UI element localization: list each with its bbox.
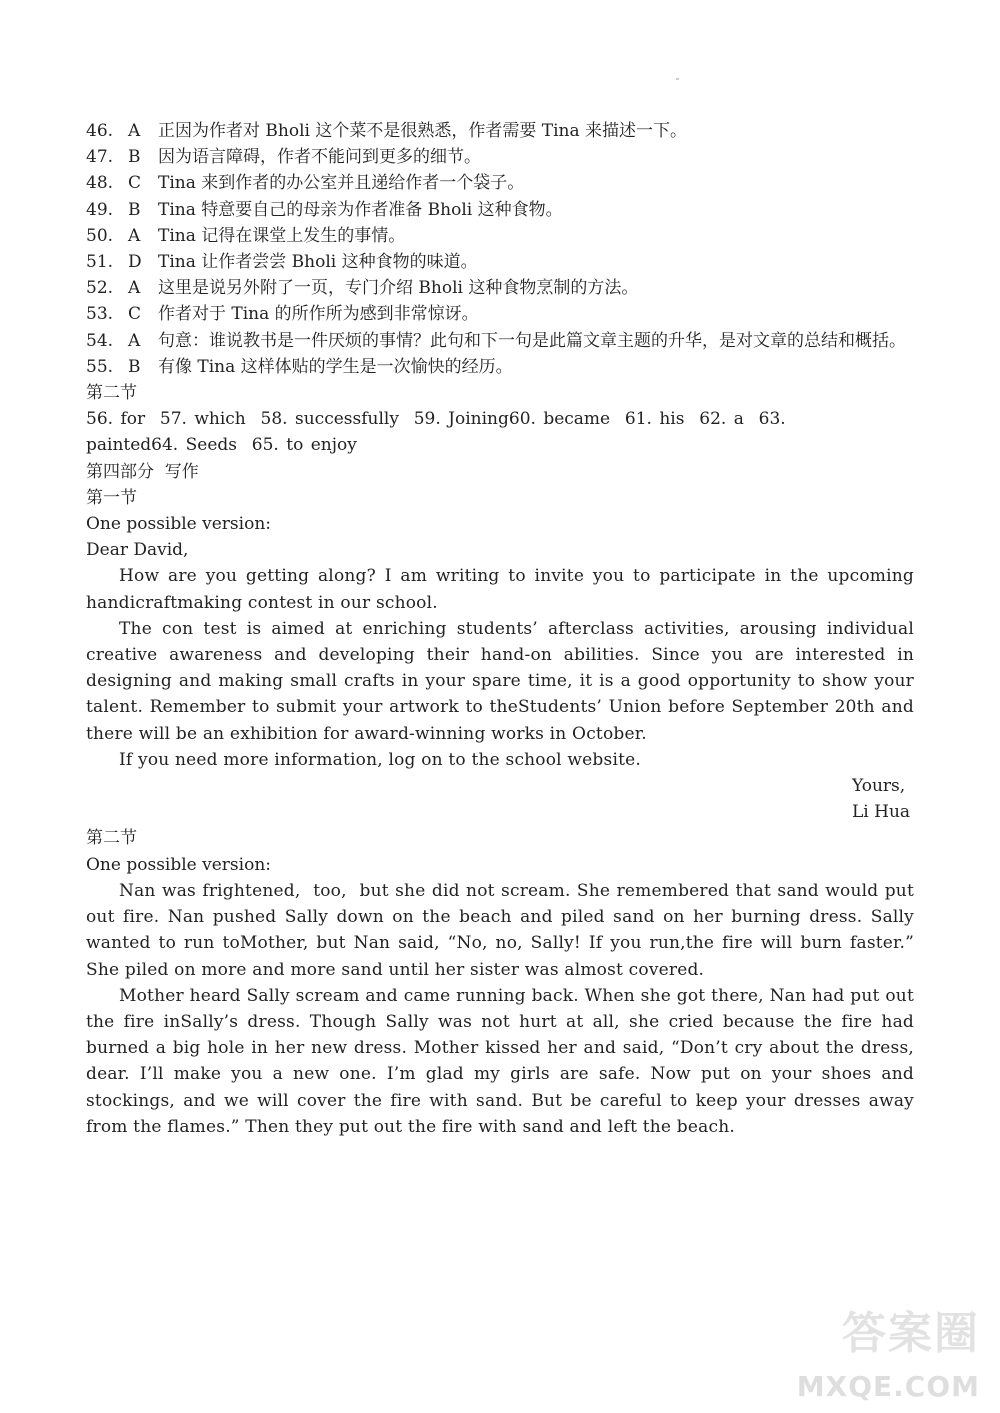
letter-signature-line: Li Hua <box>852 802 911 823</box>
answer-item-53 <box>86 301 914 327</box>
letter-salutation: Dear David, <box>86 540 189 561</box>
answer-option: D <box>128 252 142 273</box>
part-heading-writing: 第四部分 写作 <box>86 461 199 482</box>
letter-closing <box>86 773 914 799</box>
watermark-logo: 答案圈 <box>842 1308 980 1359</box>
answer-item-48 <box>86 170 914 196</box>
answer-item-49 <box>86 197 914 223</box>
letter-paragraph: If you need more information, log on to the school website. <box>119 749 641 770</box>
answer-number: 55. <box>86 356 114 377</box>
answer-number: 53. <box>86 304 114 325</box>
answer-option: B <box>128 356 141 377</box>
answer-explanation: 有像 Tina 这样体贴的学生是一次愉快的经历。 <box>158 356 513 377</box>
answer-option: C <box>128 304 142 325</box>
grammar-fill-answers <box>86 406 914 458</box>
answer-number: 48. <box>86 173 114 194</box>
answer-option: A <box>128 225 141 246</box>
answer-explanation: Tina 记得在课堂上发生的事情。 <box>158 225 406 246</box>
answer-item-51 <box>86 249 914 275</box>
answer-option: B <box>128 147 141 168</box>
letter-signature <box>86 799 914 825</box>
answer-option: A <box>128 278 141 299</box>
answer-explanation: 正因为作者对 Bholi 这个菜不是很熟悉，作者需要 Tina 来描述一下。 <box>158 121 688 141</box>
letter-paragraph: How are you getting along? I am writing to invite you to participate in the upcoming handicraftmaking contest in our school. <box>86 566 914 613</box>
answer-option: B <box>128 199 141 220</box>
watermark <box>776 1297 986 1407</box>
answer-number: 46. <box>86 121 114 141</box>
reading-answers <box>86 118 914 380</box>
scan-mark <box>676 78 679 80</box>
writing-section-2 <box>86 825 920 1139</box>
answer-option: A <box>128 330 141 351</box>
answer-item-55 <box>86 354 914 380</box>
answer-item-52 <box>86 275 914 301</box>
letter-paragraph: The con test is aimed at enriching students’ afterclass activities, arousing individual creative awareness and developing their hand-on abilities. Since you are interested in designing and making small crafts in your spare time, it is a good opportunity to show your talent. Remember to submit your artwork to theStudents’ Union before September 20th and there will be an exhibition for award-winning works in October. <box>86 618 914 744</box>
writing-intro: One possible version: <box>86 854 271 875</box>
answer-number: 49. <box>86 199 114 220</box>
watermark-url: MXQE.COM <box>796 1370 980 1403</box>
grammar-fill-line-1: 56. for 57. which 58. successfully 59. Joining60. became 61. his 62. a 63. <box>86 409 786 430</box>
letter-closing-line: Yours, <box>852 776 906 797</box>
writing-intro: One possible version: <box>86 514 271 535</box>
section-heading-writing-1: 第一节 <box>86 487 137 508</box>
answer-number: 54. <box>86 330 114 351</box>
answer-number: 50. <box>86 225 114 246</box>
answer-explanation: Tina 让作者尝尝 Bholi 这种食物的味道。 <box>158 252 478 273</box>
story-paragraph: Nan was frightened, too, but she did not scream. She remembered that sand would put out fire. Nan pushed Sally down on the beach and piled sand on her burning dress. Sally wanted to run toMother, but Nan said, “No, no, Sally! If you run,the fire will burn faster.” She piled on more and more sand until her sister was almost covered. <box>86 880 920 980</box>
answer-explanation: 作者对于 Tina 的所作所为感到非常惊讶。 <box>158 304 479 325</box>
section-heading-writing-2: 第二节 <box>86 828 137 849</box>
answer-sheet <box>86 118 920 1140</box>
answer-item-50 <box>86 223 914 249</box>
answer-item-46 <box>86 118 914 144</box>
answer-number: 52. <box>86 278 114 299</box>
answer-option: C <box>128 173 142 194</box>
answer-item-54 <box>86 328 914 354</box>
answer-number: 51. <box>86 252 114 273</box>
answer-option: A <box>128 121 141 141</box>
answer-explanation: 句意：谁说教书是一件厌烦的事情？此句和下一句是此篇文章主题的升华，是对文章的总结和概括。 <box>158 330 906 351</box>
answer-explanation: Tina 特意要自己的母亲为作者准备 Bholi 这种食物。 <box>158 199 563 220</box>
answer-explanation: Tina 来到作者的办公室并且递给作者一个袋子。 <box>158 173 525 194</box>
grammar-fill-line-2: painted64. Seeds 65. to enjoy <box>86 435 357 456</box>
answer-explanation: 因为语言障碍，作者不能问到更多的细节。 <box>158 147 481 168</box>
answer-explanation: 这里是说另外附了一页，专门介绍 Bholi 这种食物烹制的方法。 <box>158 278 639 299</box>
answer-item-47 <box>86 144 914 170</box>
answer-number: 47. <box>86 147 114 168</box>
story-paragraph: Mother heard Sally scream and came running back. When she got there, Nan had put out the fire inSally’s dress. Though Sally was not hurt at all, she cried because the fire had burned a big hole in her new dress. Mother kissed her and said, “Don’t cry about the dress, dear. I’ll make you a new one. I’m glad my girls are safe. Now put on your shoes and stockings, and we will cover the fire with sand. But be careful to keep your dresses away from the flames.” Then they put out the fire with sand and left the beach. <box>86 985 914 1137</box>
section-heading-cloze: 第二节 <box>86 383 137 404</box>
writing-section-1 <box>86 485 914 826</box>
